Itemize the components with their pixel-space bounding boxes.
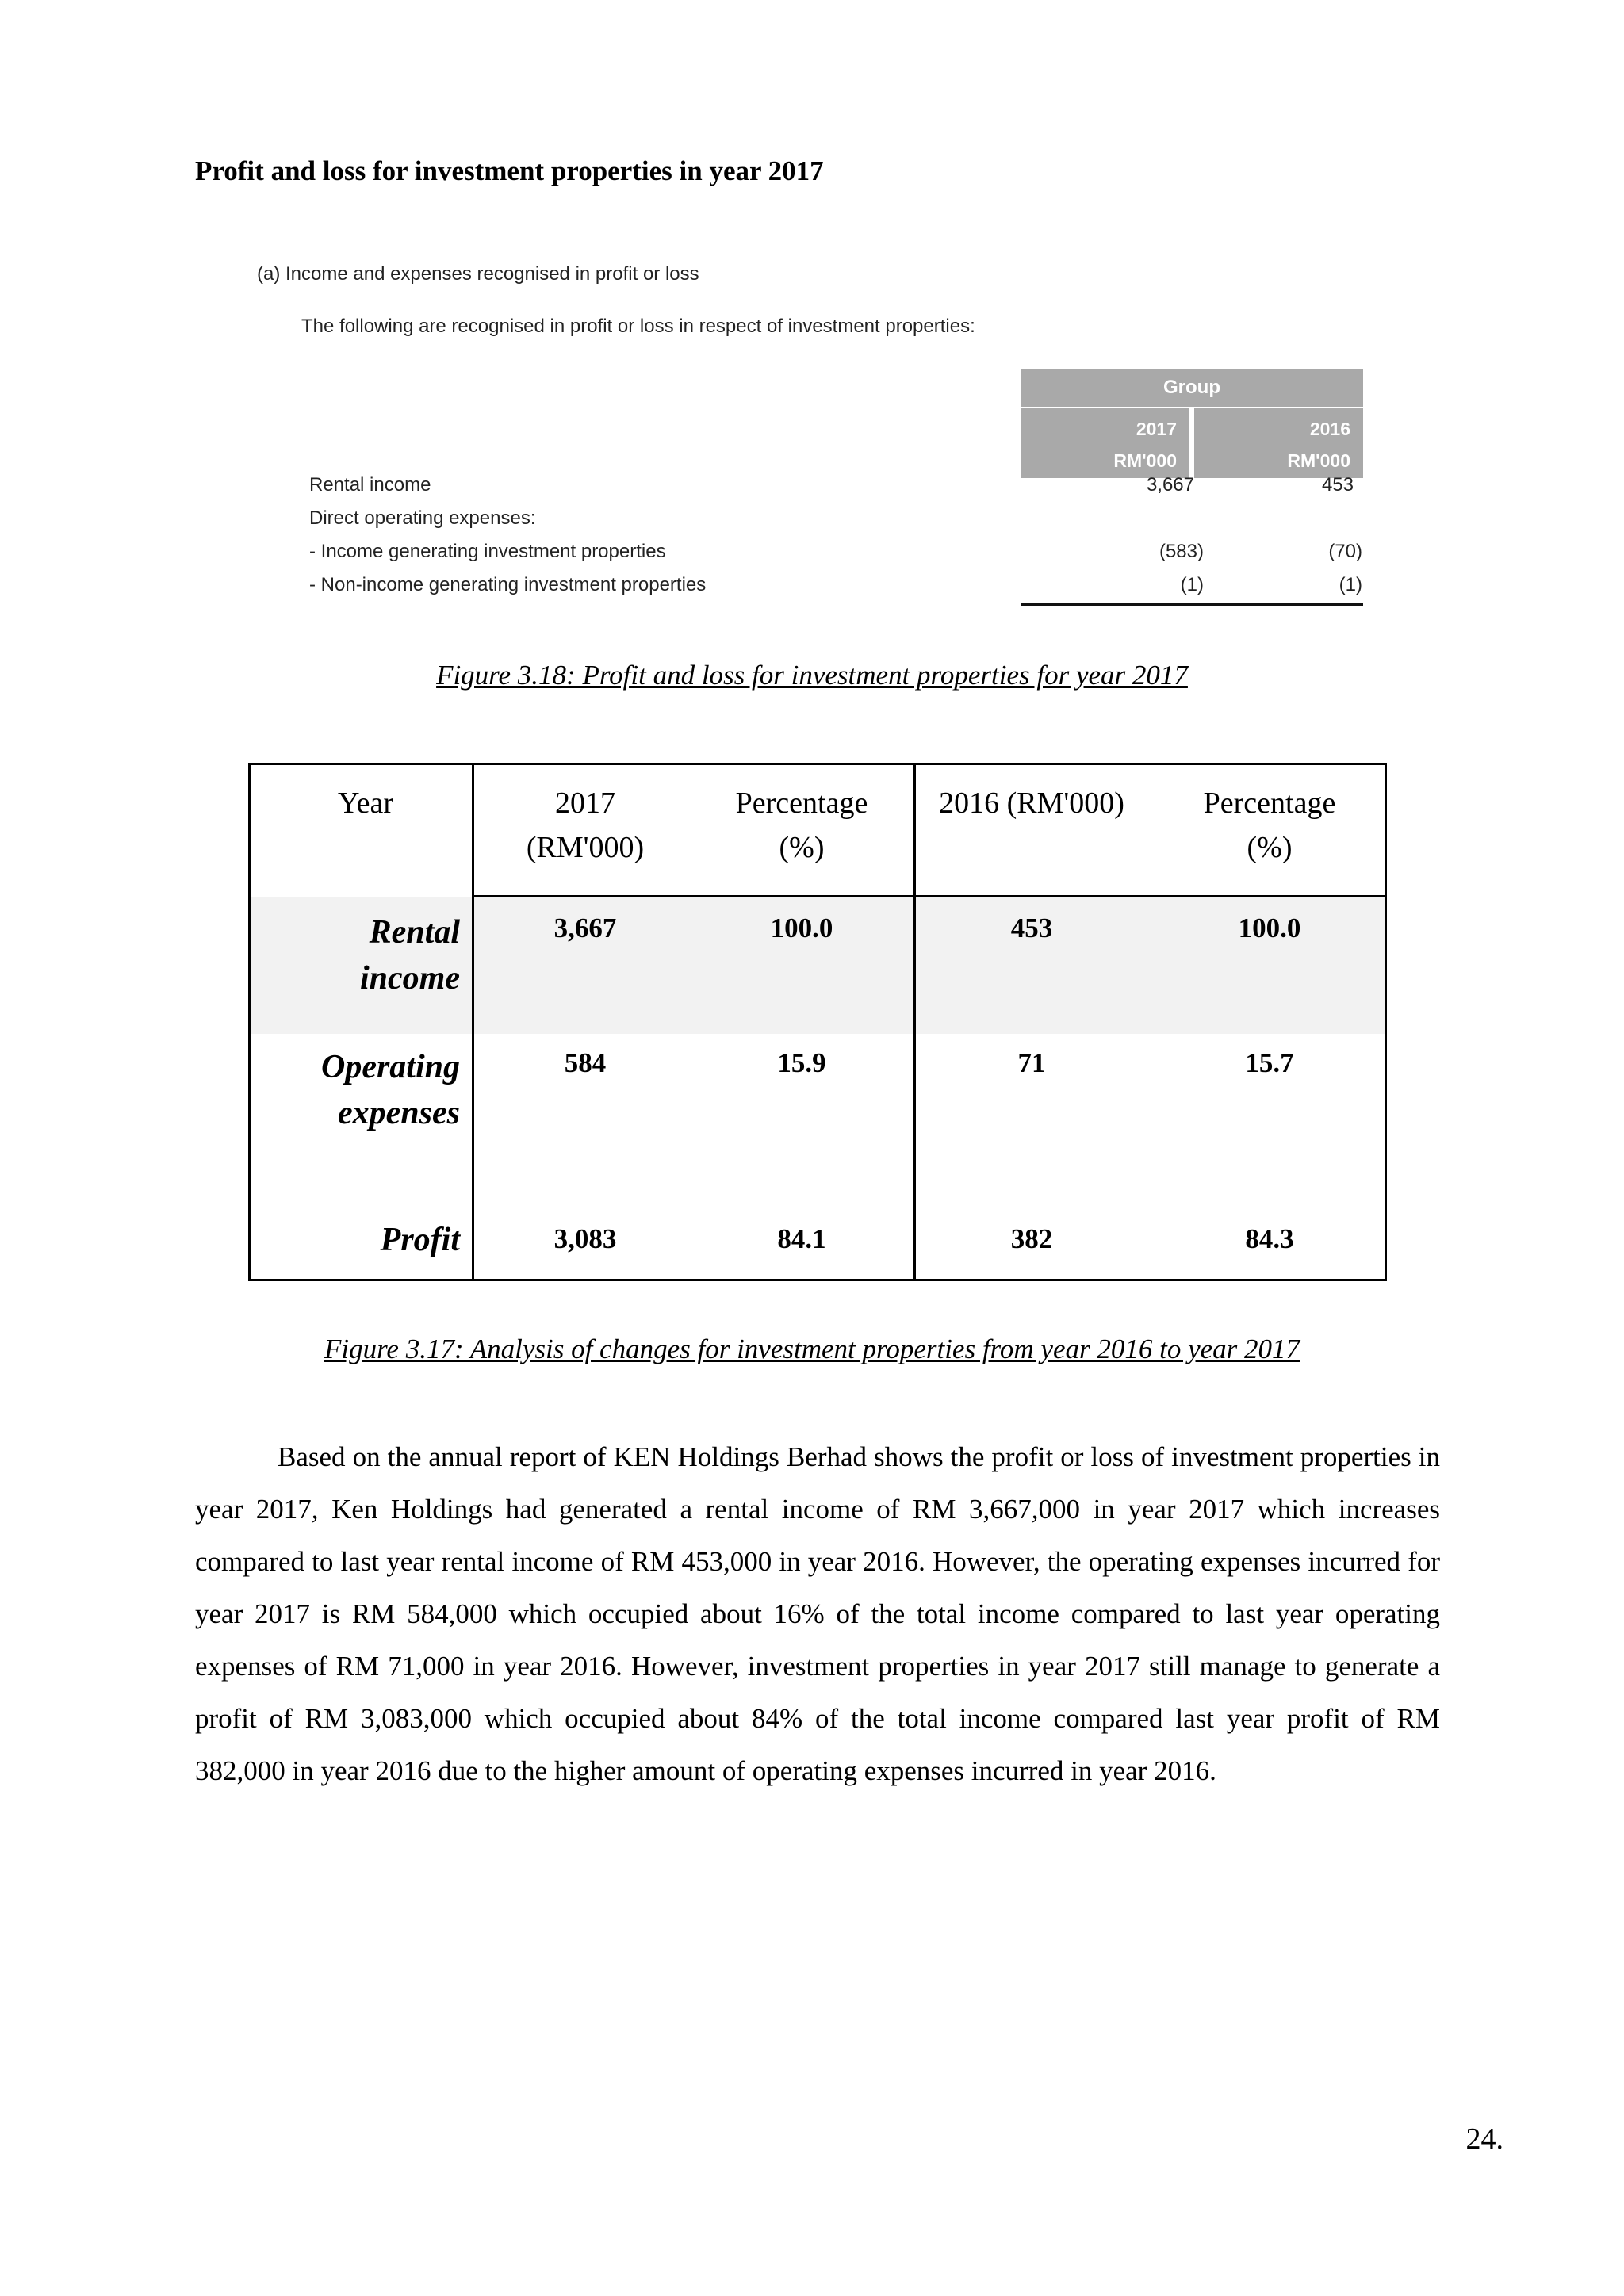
excerpt-col-year: 2016 — [1309, 419, 1350, 439]
excerpt-row-2016: (1) — [1339, 574, 1362, 595]
excerpt-col-unit: RM'000 — [1287, 450, 1350, 471]
table-row-label-opex: Operating expenses — [320, 1049, 460, 1131]
excerpt-row-2016: (70) — [1328, 541, 1362, 562]
table-cell: 100.0 — [770, 913, 833, 943]
body-paragraph: Based on the annual report of KEN Holdings Berhad shows the profit or loss of investment properties in year 2017, Ken Holdings had generated a rental income of RM 3,667,000 in year 2017 which increases compared to last year rental income of RM 453,000 in year 2016. However, the operating expenses incurred for year 2017 is RM 584,000 which occupied about 16% of the total income compared to last year operating expenses of RM 71,000 in year 2016. However, investment properties in year 2017 still manage to generate a profit of RM 3,083,000 which occupied about 84% of the total income compared last year profit of RM 382,000 in year 2016 due to the higher amount of operating expenses incurred in year 2016. — [195, 1441, 1440, 1786]
excerpt-row-label: Direct operating expenses: — [309, 507, 536, 529]
excerpt-col-year: 2017 — [1136, 419, 1177, 439]
table-cell: 3,083 — [553, 1223, 617, 1254]
table-row-label-profit: Profit — [380, 1222, 460, 1258]
excerpt-section-label: (a) Income and expenses recognised in profit or loss — [257, 263, 699, 285]
table-header-2016: 2016 (RM'000) — [939, 786, 1124, 820]
table-cell: 15.9 — [777, 1047, 826, 1078]
excerpt-group-header: Group — [1021, 369, 1363, 407]
table-header-year: Year — [337, 786, 394, 820]
table-row-label-rental: Rental income — [360, 914, 460, 997]
table-header-pct-2017: Percentage (%) — [735, 786, 868, 864]
excerpt-intro: The following are recognised in profit or loss in respect of investment properties: — [301, 316, 975, 337]
table-cell: 71 — [1017, 1047, 1046, 1078]
table-header-rule — [472, 895, 1385, 897]
page-number: 24. — [1465, 2122, 1503, 2156]
section-heading: Profit and loss for investment properties in year 2017 — [195, 155, 824, 186]
analysis-table — [248, 763, 1387, 1281]
table-cell: 100.0 — [1238, 913, 1301, 943]
excerpt-row-2017: (583) — [1159, 541, 1204, 562]
table-cell: 84.1 — [777, 1223, 826, 1254]
table-divider — [914, 765, 916, 1279]
excerpt-row-label: - Income generating investment properties — [309, 541, 666, 562]
excerpt-row-label: Rental income — [309, 474, 431, 496]
excerpt-row-2016: 453 — [1321, 474, 1354, 496]
table-cell: 584 — [564, 1047, 607, 1078]
excerpt-row-label: - Non-income generating investment properties — [309, 574, 707, 595]
table-header-2017: 2017 (RM'000) — [526, 786, 645, 864]
table-cell: 382 — [1010, 1223, 1053, 1254]
annual-report-excerpt — [254, 255, 1364, 620]
excerpt-col-2017 — [1021, 408, 1189, 478]
table-divider — [472, 765, 474, 1279]
excerpt-col-unit: RM'000 — [1113, 450, 1177, 471]
table-cell: 84.3 — [1245, 1223, 1294, 1254]
figure-caption-3-18: Figure 3.18: Profit and loss for investment properties for year 2017 — [436, 660, 1188, 691]
table-header-pct-2016: Percentage (%) — [1203, 786, 1336, 864]
excerpt-col-2016 — [1194, 408, 1363, 478]
excerpt-row-2017: (1) — [1180, 574, 1204, 595]
table-cell: 3,667 — [553, 913, 617, 943]
figure-caption-3-17: Figure 3.17: Analysis of changes for investment properties from year 2016 to year 2017 — [324, 1334, 1300, 1364]
excerpt-total-rule — [1021, 603, 1363, 606]
excerpt-row-2017: 3,667 — [1146, 474, 1194, 496]
table-cell: 453 — [1010, 913, 1053, 943]
table-cell: 15.7 — [1245, 1047, 1294, 1078]
